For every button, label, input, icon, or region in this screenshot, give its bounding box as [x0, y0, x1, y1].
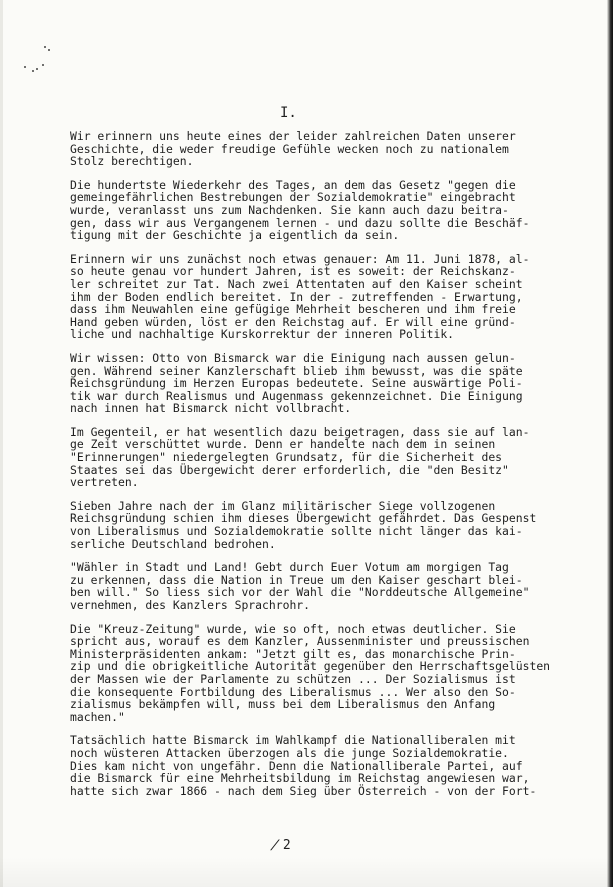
text-line: ihm der Boden endlich bereitet. In der - zutreffenden - Erwartung,	[70, 289, 523, 304]
footer-page-number: 2	[282, 838, 291, 853]
text-line: nach innen hat Bismarck nicht vollbracht.	[70, 401, 352, 416]
text-line: Geschichte, die weder freudige Gefühle wecken noch zu nationalem	[70, 141, 509, 156]
text-line: ben will." So liess sich vor der Wahl die "Norddeutsche Allgemeine"	[70, 585, 530, 600]
text-line: die Bismarck für eine Mehrheitsbildung im Reichstag angewiesen war,	[70, 771, 530, 786]
text-line: "Erinnerungen" niedergelegten Grundsatz, für die Sicherheit des	[70, 450, 503, 465]
paragraph	[70, 130, 585, 168]
footer-slash: /	[268, 838, 282, 853]
page-footer	[268, 838, 291, 853]
text-line: die konsequente Fortbildung des Liberalismus ... Wer also den So-	[70, 684, 516, 699]
text-line: gen. Während seiner Kanzlerschaft blieb ihm bewusst, was die späte	[70, 363, 523, 378]
text-line: Tatsächlich hatte Bismarck im Wahlkampf die Nationalliberalen mit	[70, 733, 516, 748]
text-line: zu erkennen, dass die Nation in Treue um den Kaiser geschart blei-	[70, 572, 523, 587]
text-line: von Liberalismus und Sozialdemokratie sollte nicht länger das kai-	[70, 524, 523, 539]
text-line: Die hundertste Wiederkehr des Tages, an dem das Gesetz "gegen die	[70, 177, 516, 192]
text-line: Wir erinnern uns heute eines der leider zahlreichen Daten unserer	[70, 129, 516, 143]
scan-bottom-noise	[0, 857, 613, 887]
text-line: spricht aus, worauf es dem Kanzler, Aussenminister und preussischen	[70, 634, 530, 649]
text-line: Reichsgründung im Herzen Europas bedeutete. Seine auswärtige Poli-	[70, 376, 523, 391]
text-line: Dies kam nicht von ungefähr. Denn die Nationalliberale Partei, auf	[70, 758, 523, 773]
body-text	[70, 130, 585, 808]
text-line: Stolz berechtigen.	[70, 154, 194, 169]
paragraph	[70, 500, 585, 550]
text-line: gemeingefährlichen Bestrebungen der Sozialdemokratie" eingebracht	[70, 190, 516, 205]
text-line: gen, dass wir aus Vergangenem lernen - und dazu sollte die Beschäf-	[70, 215, 530, 230]
scan-specks	[22, 40, 62, 80]
text-line: Sieben Jahre nach der im Glanz militärischer Siege vollzogenen	[70, 498, 496, 513]
text-line: serliche Deutschland bedrohen.	[70, 536, 276, 551]
text-line: Hand geben würden, löst er den Reichstag auf. Er will eine gründ-	[70, 314, 516, 329]
paragraph	[70, 352, 585, 415]
text-line: machen."	[70, 709, 125, 724]
text-line: zialismus bekämpfen will, muss bei dem Liberalismus den Anfang	[70, 697, 496, 712]
text-line: wurde, veranlasst uns zum Nachdenken. Sie kann auch dazu beitra-	[70, 202, 509, 217]
paragraph	[70, 253, 585, 341]
text-line: Erinnern wir uns zunächst noch etwas genauer: Am 11. Juni 1878, al-	[70, 251, 530, 266]
text-line: noch wüsteren Attacken überzogen als die junge Sozialdemokratie.	[70, 745, 509, 760]
text-line: tigung mit der Geschichte ja eigentlich da sein.	[70, 228, 400, 243]
scan-edge-right	[607, 0, 613, 887]
text-line: vernehmen, des Kanzlers Sprachrohr.	[70, 598, 311, 612]
text-line: Wir wissen: Otto von Bismarck war die Einigung nach aussen gelun-	[70, 350, 516, 365]
text-line: "Wähler in Stadt und Land! Gebt durch Euer Votum am morgigen Tag	[70, 560, 509, 575]
paragraph	[70, 179, 585, 242]
paragraph	[70, 734, 585, 797]
text-line: Reichsgründung schien ihm dieses Übergewicht gefährdet. Das Gespenst	[70, 511, 537, 526]
paragraph	[70, 623, 585, 724]
text-line: hatte sich zwar 1866 - nach dem Sieg über Österreich - von der Fort-	[70, 783, 537, 798]
text-line: tik war durch Realismus und Augenmass gekennzeichnet. Die Einigung	[70, 388, 523, 403]
text-line: ler schreitet zur Tat. Nach zwei Attentaten auf den Kaiser scheint	[70, 276, 523, 291]
text-line: so heute genau vor hundert Jahren, ist es soweit: der Reichskanz-	[70, 264, 516, 279]
text-line: Staates sei das Übergewicht derer erforderlich, die "den Besitz"	[70, 462, 509, 477]
paragraph	[70, 561, 585, 611]
text-line: liche und nachhaltige Kurskorrektur der inneren Politik.	[70, 327, 455, 342]
text-line: dass ihm Neuwahlen eine gefügige Mehrheit bescheren und ihm freie	[70, 302, 516, 317]
section-number: I.	[280, 105, 297, 121]
text-line: vertreten.	[70, 475, 139, 490]
text-line: der Massen wie der Parlamente zu schützen ... Der Sozialismus ist	[70, 671, 516, 686]
text-line: Im Gegenteil, er hat wesentlich dazu beigetragen, dass sie auf lan-	[70, 424, 530, 439]
scan-edge-left	[0, 0, 3, 887]
paragraph	[70, 426, 585, 489]
text-line: Ministerpräsidenten ankam: "Jetzt gilt es, das monarchische Prin-	[70, 646, 516, 661]
text-line: zip und die obrigkeitliche Autorität gegenüber den Herrschaftsgelüsten	[70, 659, 551, 674]
text-line: ge Zeit verschüttet wurde. Denn er handelte nach dem in seinen	[70, 437, 496, 452]
text-line: Die "Kreuz-Zeitung" wurde, wie so oft, noch etwas deutlicher. Sie	[70, 621, 516, 636]
